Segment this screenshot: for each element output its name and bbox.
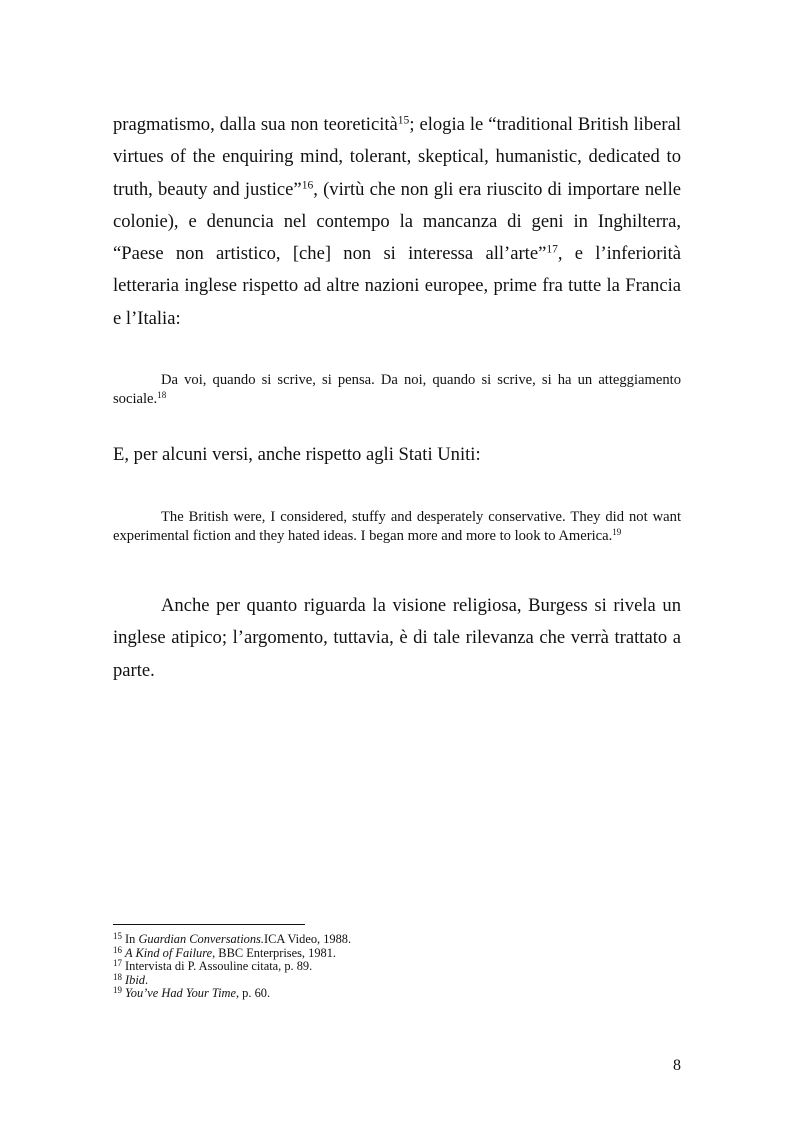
footnote-18: $^{18}$ Ibid. bbox=[113, 971, 149, 987]
paragraph-3-text: Anche per quanto riguarda la visione religiosa, Burgess si rivela un inglese atipico; l’argomento, tuttavia, è di tale rilevanza che verrà trattato a parte. bbox=[113, 595, 681, 681]
footnote-ref-18: 18 bbox=[157, 390, 167, 401]
block-quote-2 bbox=[113, 508, 681, 546]
footnote-separator bbox=[113, 924, 305, 925]
block-quote-1 bbox=[113, 371, 681, 409]
block-quote-1-text: Da voi, quando si scrive, si pensa. Da noi, quando si scrive, si ha un atteggiamento sociale. bbox=[113, 372, 681, 407]
footnote-19: $^{19}$ You’ve Had Your Time, p. 60. bbox=[113, 985, 271, 1001]
footnote-16: $^{16}$ A Kind of Failure, BBC Enterprises, 1981. bbox=[113, 944, 337, 960]
paragraph-1-text-c: , (virtù che non gli era riuscito di importare nelle colonie), e denuncia nel contempo la mancanza di geni in Inghilterra, “Paese non artistico, [che] non si interessa all’arte” bbox=[113, 178, 681, 265]
paragraph-1 bbox=[113, 109, 681, 335]
footnotes bbox=[113, 930, 681, 1001]
paragraph-2 bbox=[113, 439, 681, 471]
page-number: 8 bbox=[673, 1057, 681, 1074]
footnote-ref-15: 15 bbox=[397, 114, 410, 127]
paragraph-1-text-b: ; elogia le “traditional British liberal virtues of the enquiring mind, tolerant, skeptical, humanistic, dedicated to truth, beauty and justice” bbox=[113, 114, 682, 200]
paragraph-2-text: E, per alcuni versi, anche rispetto agli Stati Uniti: bbox=[113, 444, 481, 465]
footnote-ref-16: 16 bbox=[301, 179, 314, 192]
footnote-15: $^{15}$ In Guardian Conversations.ICA Video, 1988. bbox=[113, 930, 352, 946]
paragraph-1-text-a: pragmatismo, dalla sua non teoreticità bbox=[113, 114, 398, 135]
paragraph-1-text-d: , e l’inferiorità letteraria inglese rispetto ad altre nazioni europee, prime fra tutte la Francia e l’Italia: bbox=[113, 243, 681, 329]
footnote-ref-19: 19 bbox=[612, 527, 622, 538]
paragraph-3 bbox=[113, 590, 681, 687]
block-quote-2-text: The British were, I considered, stuffy and desperately conservative. They did not want experimental fiction and they hated ideas. I began more and more to look to America. bbox=[113, 509, 681, 544]
footnote-ref-17: 17 bbox=[546, 243, 558, 256]
footnote-17: $^{17}$ Intervista di P. Assouline citata, p. 89. bbox=[113, 958, 313, 974]
